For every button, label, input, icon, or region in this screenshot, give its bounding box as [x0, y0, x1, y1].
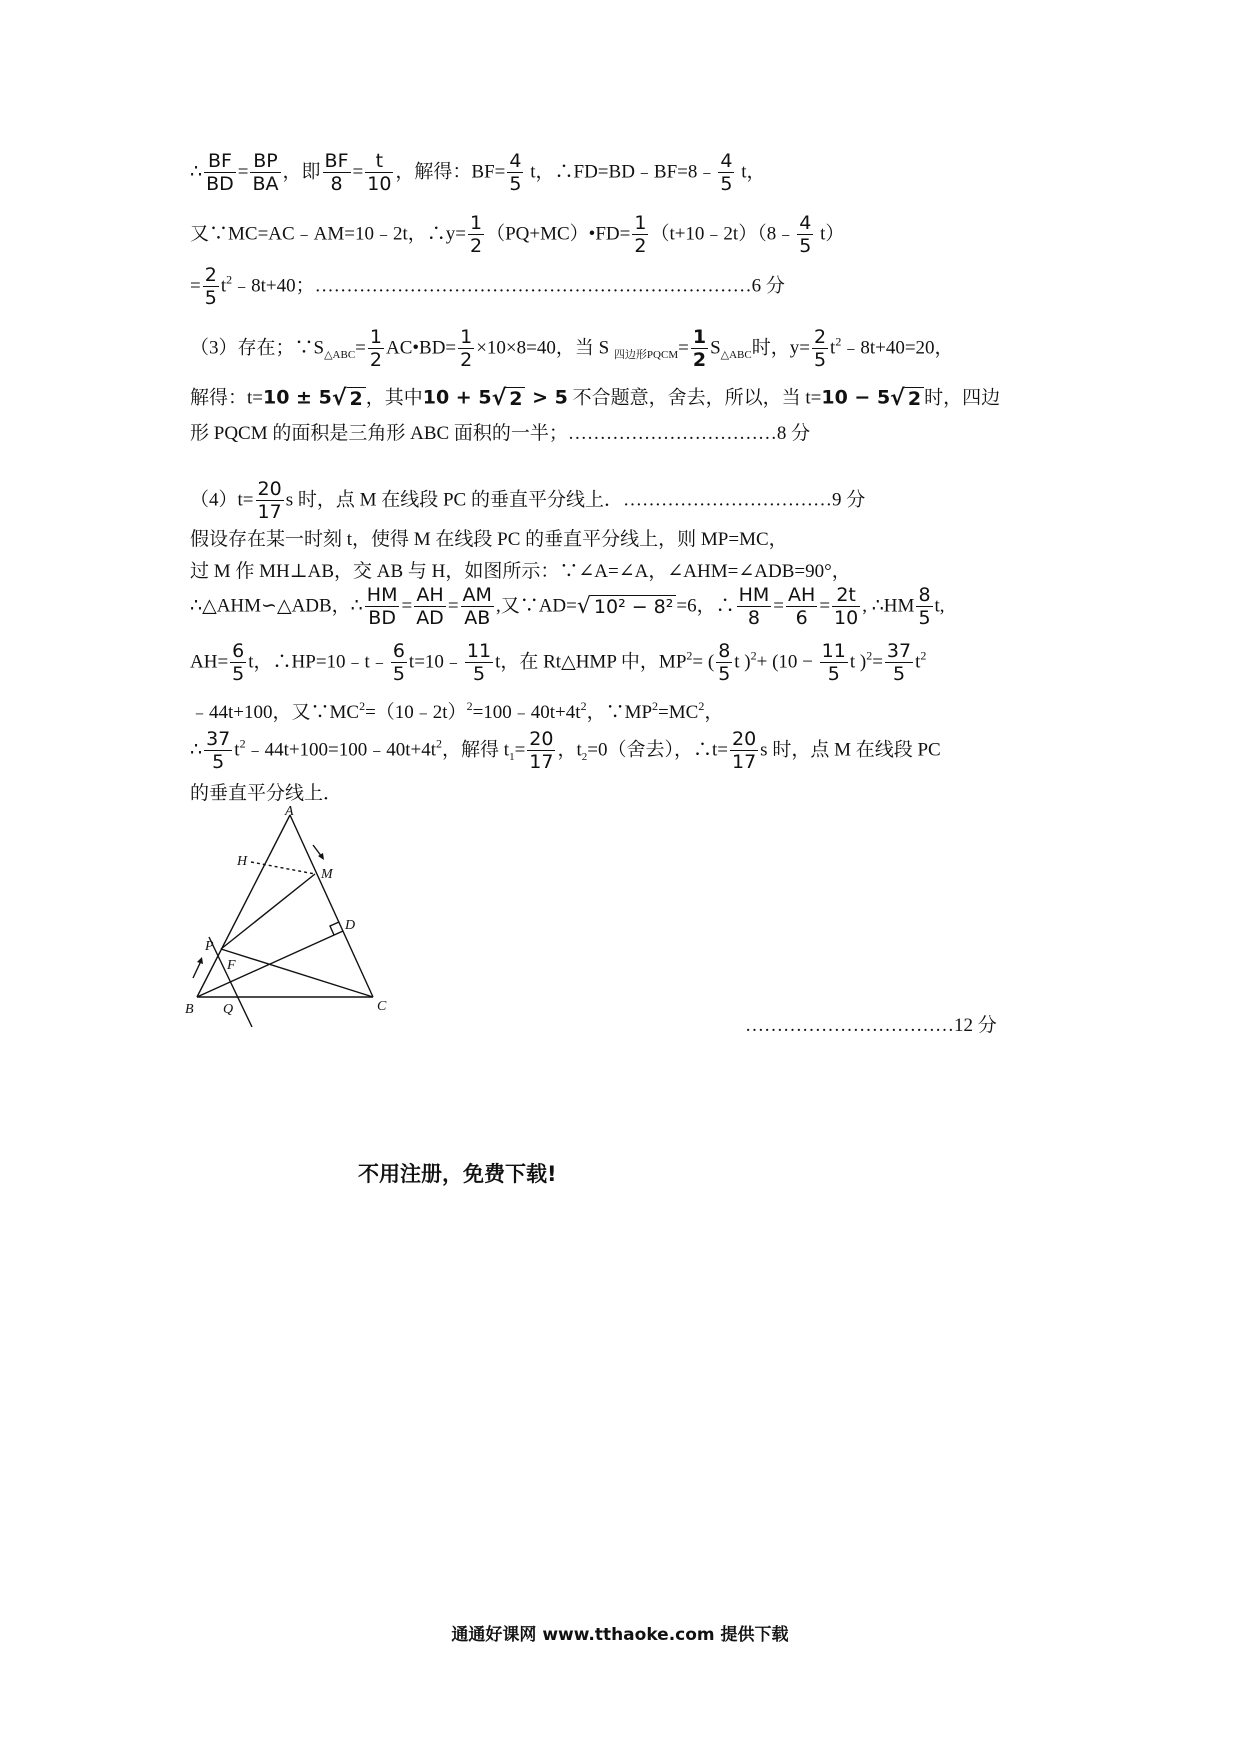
label-B: B [185, 1002, 194, 1017]
fraction: $\frac{HM}{BD}$ [366, 584, 398, 629]
fraction: $\frac{8}{5}$ [918, 584, 931, 629]
fraction: $\frac{1}{2}$ [634, 212, 647, 257]
arrow-shaft-P [193, 961, 201, 978]
fraction: $\frac{1}{2}$ [460, 326, 473, 371]
fraction: $\frac{AH}{AD}$ [416, 584, 444, 629]
free-download-banner: 不用注册，免费下载! [358, 1162, 557, 1186]
segment-PM [221, 874, 315, 949]
label-M: M [321, 867, 333, 882]
fraction: $\frac{4}{5}$ [509, 150, 522, 195]
solution-line-11: AH= $\frac{6}{5}$ t，∴HP=10﹣t﹣ $\frac{6}{5}$ t=10﹣ $\frac{11}{5}$ t，在 Rt△HMP 中，$MP^2=$ ( $\frac{8}{5}$ t )$^2$+ (10 − $\frac{11}{5}$ t )$^2$= $\frac{37}{5}$ $t^2$ [190, 640, 927, 685]
label-C: C [377, 999, 387, 1014]
page-footer: 通通好课网 www.tthaoke.com 提供下载 [451, 1625, 789, 1645]
sqrt-symbol: √ 2 [890, 388, 924, 410]
fraction: $\frac{AM}{AB}$ [462, 584, 492, 629]
fraction: $\frac{AH}{6}$ [788, 584, 816, 629]
label-P: P [205, 939, 214, 954]
solution-line-9: 过 M 作 MH⊥AB，交 AB 与 H，如图所示：∵∠A=∠A，∠AHM=∠ADB=90°， [190, 561, 851, 582]
fraction: $\frac{t}{10}$ [367, 150, 392, 195]
solution-line-10: ∴△AHM∽△ADB，∴ $\frac{HM}{BD}$ = $\frac{AH}{AD}$ = $\frac{AM}{AB}$ ,又∵AD=√ 10² − 8² =6，∴ $\frac{HM}{8}$ = $\frac{AH}{6}$ = $\frac{2t}{10}$ , ∴HM $\frac{8}{5}$ t, [190, 584, 945, 629]
fraction: $\frac{11}{5}$ [466, 640, 492, 685]
label-A: A [285, 805, 294, 819]
fraction: $\frac{6}{5}$ [392, 640, 405, 685]
fraction: $\frac{20}{17}$ [529, 728, 554, 773]
fraction: $\frac{1}{2}$ [692, 326, 707, 371]
solution-line-13: ∴ $\frac{37}{5}$ $t^2﹣44t+100=100﹣40t+4t^2$，解得 $t_1=$ $\frac{20}{17}$ ，$t_2=0$（舍去），∴t= $\frac{20}{17}$ s 时，点 M 在线段 PC [190, 728, 941, 773]
fraction: $\frac{4}{5}$ [720, 150, 733, 195]
fraction: $\frac{1}{2}$ [369, 326, 382, 371]
text: ∴ [190, 161, 203, 183]
label-D: D [345, 918, 356, 933]
triangle-figure [185, 805, 415, 1035]
fraction: $\frac{1}{2}$ [470, 212, 483, 257]
fraction: $\frac{37}{5}$ [206, 728, 231, 773]
fraction: $\frac{2}{5}$ [204, 264, 217, 309]
fraction: $\frac{20}{17}$ [257, 478, 282, 523]
fraction: $\frac{11}{5}$ [821, 640, 846, 685]
solution-line-5: 解得：t=10 ± 5√ 2 ，其中10 + 5√ 2 > 5 不合题意，舍去，所以，当 t=10 − 5√ 2 时，四边 [190, 386, 1001, 411]
sqrt-symbol: √ 2 [332, 388, 366, 410]
fraction: $\frac{BP}{BA}$ [252, 150, 279, 195]
sqrt-symbol: √ 2 [492, 388, 526, 410]
solution-line-4: （3）存在；$\because S_{\triangle ABC}=$ $\frac{1}{2}$ AC•BD= $\frac{1}{2}$ ×10×8=40，当 S $_{四边形PQCM}$= $\frac{1}{2}$ $S_{\triangle ABC}$时，y= $\frac{2}{5}$ $t^2﹣8t+40=20$， [190, 326, 954, 371]
sqrt-symbol: √ 10² − 8² [577, 596, 677, 618]
solution-line-8: 假设存在某一时刻 t，使得 M 在线段 PC 的垂直平分线上，则 MP=MC， [190, 529, 788, 550]
fraction: $\frac{HM}{8}$ [738, 584, 770, 629]
fraction: $\frac{20}{17}$ [731, 728, 757, 773]
fraction: $\frac{BF}{BD}$ [206, 150, 234, 195]
label-F: F [227, 958, 236, 973]
solution-line-6: 形 PQCM 的面积是三角形 ABC 面积的一半；……………………………8 分 [190, 423, 811, 444]
label-H: H [237, 854, 248, 869]
solution-line-1: ∴ $\frac{BF}{BD}$ = $\frac{BP}{BA}$ ，即 $\frac{BF}{8}$ = $\frac{t}{10}$ ，解得：BF= $\frac{4}{5}$ t，∴FD=BD﹣BF=8﹣ $\frac{4}{5}$ t， [190, 150, 766, 195]
side-AB [197, 815, 290, 997]
label-Q: Q [223, 1002, 234, 1017]
fraction: $\frac{37}{5}$ [886, 640, 912, 685]
solution-line-14: 的垂直平分线上． [190, 783, 343, 804]
solution-line-12: ﹣44t+100，又$\because MC^2=(10﹣2t)^2=100﹣40t+4t^2$，$\because MP^2=MC^2$， [190, 699, 724, 723]
fraction: $\frac{6}{5}$ [232, 640, 245, 685]
fraction: $\frac{2}{5}$ [813, 326, 827, 371]
segment-PC [221, 949, 373, 997]
arrow-head-M [318, 853, 324, 860]
fraction: $\frac{2t}{10}$ [834, 584, 859, 629]
fraction: $\frac{8}{5}$ [718, 640, 731, 685]
side-AC [290, 815, 373, 997]
solution-line-7: （4）t= $\frac{20}{17}$ s 时，点 M 在线段 PC 的垂直平分线上．……………………………9 分 [190, 478, 866, 523]
arrow-head-P [197, 957, 203, 964]
solution-line-2: 又∵MC=AC﹣AM=10﹣2t，∴y= $\frac{1}{2}$ （PQ+MC）•FD= $\frac{1}{2}$ （t+10﹣2t）（8﹣ $\frac{4}{5}$ t） [190, 212, 845, 257]
score-mark-12: ……………………………12 分 [745, 1015, 997, 1036]
solution-line-3: = $\frac{2}{5}$ $t^2﹣8t+40$；……………………………………………………………6 分 [190, 264, 785, 309]
fraction: $\frac{BF}{8}$ [324, 150, 349, 195]
fraction: $\frac{4}{5}$ [799, 212, 812, 257]
